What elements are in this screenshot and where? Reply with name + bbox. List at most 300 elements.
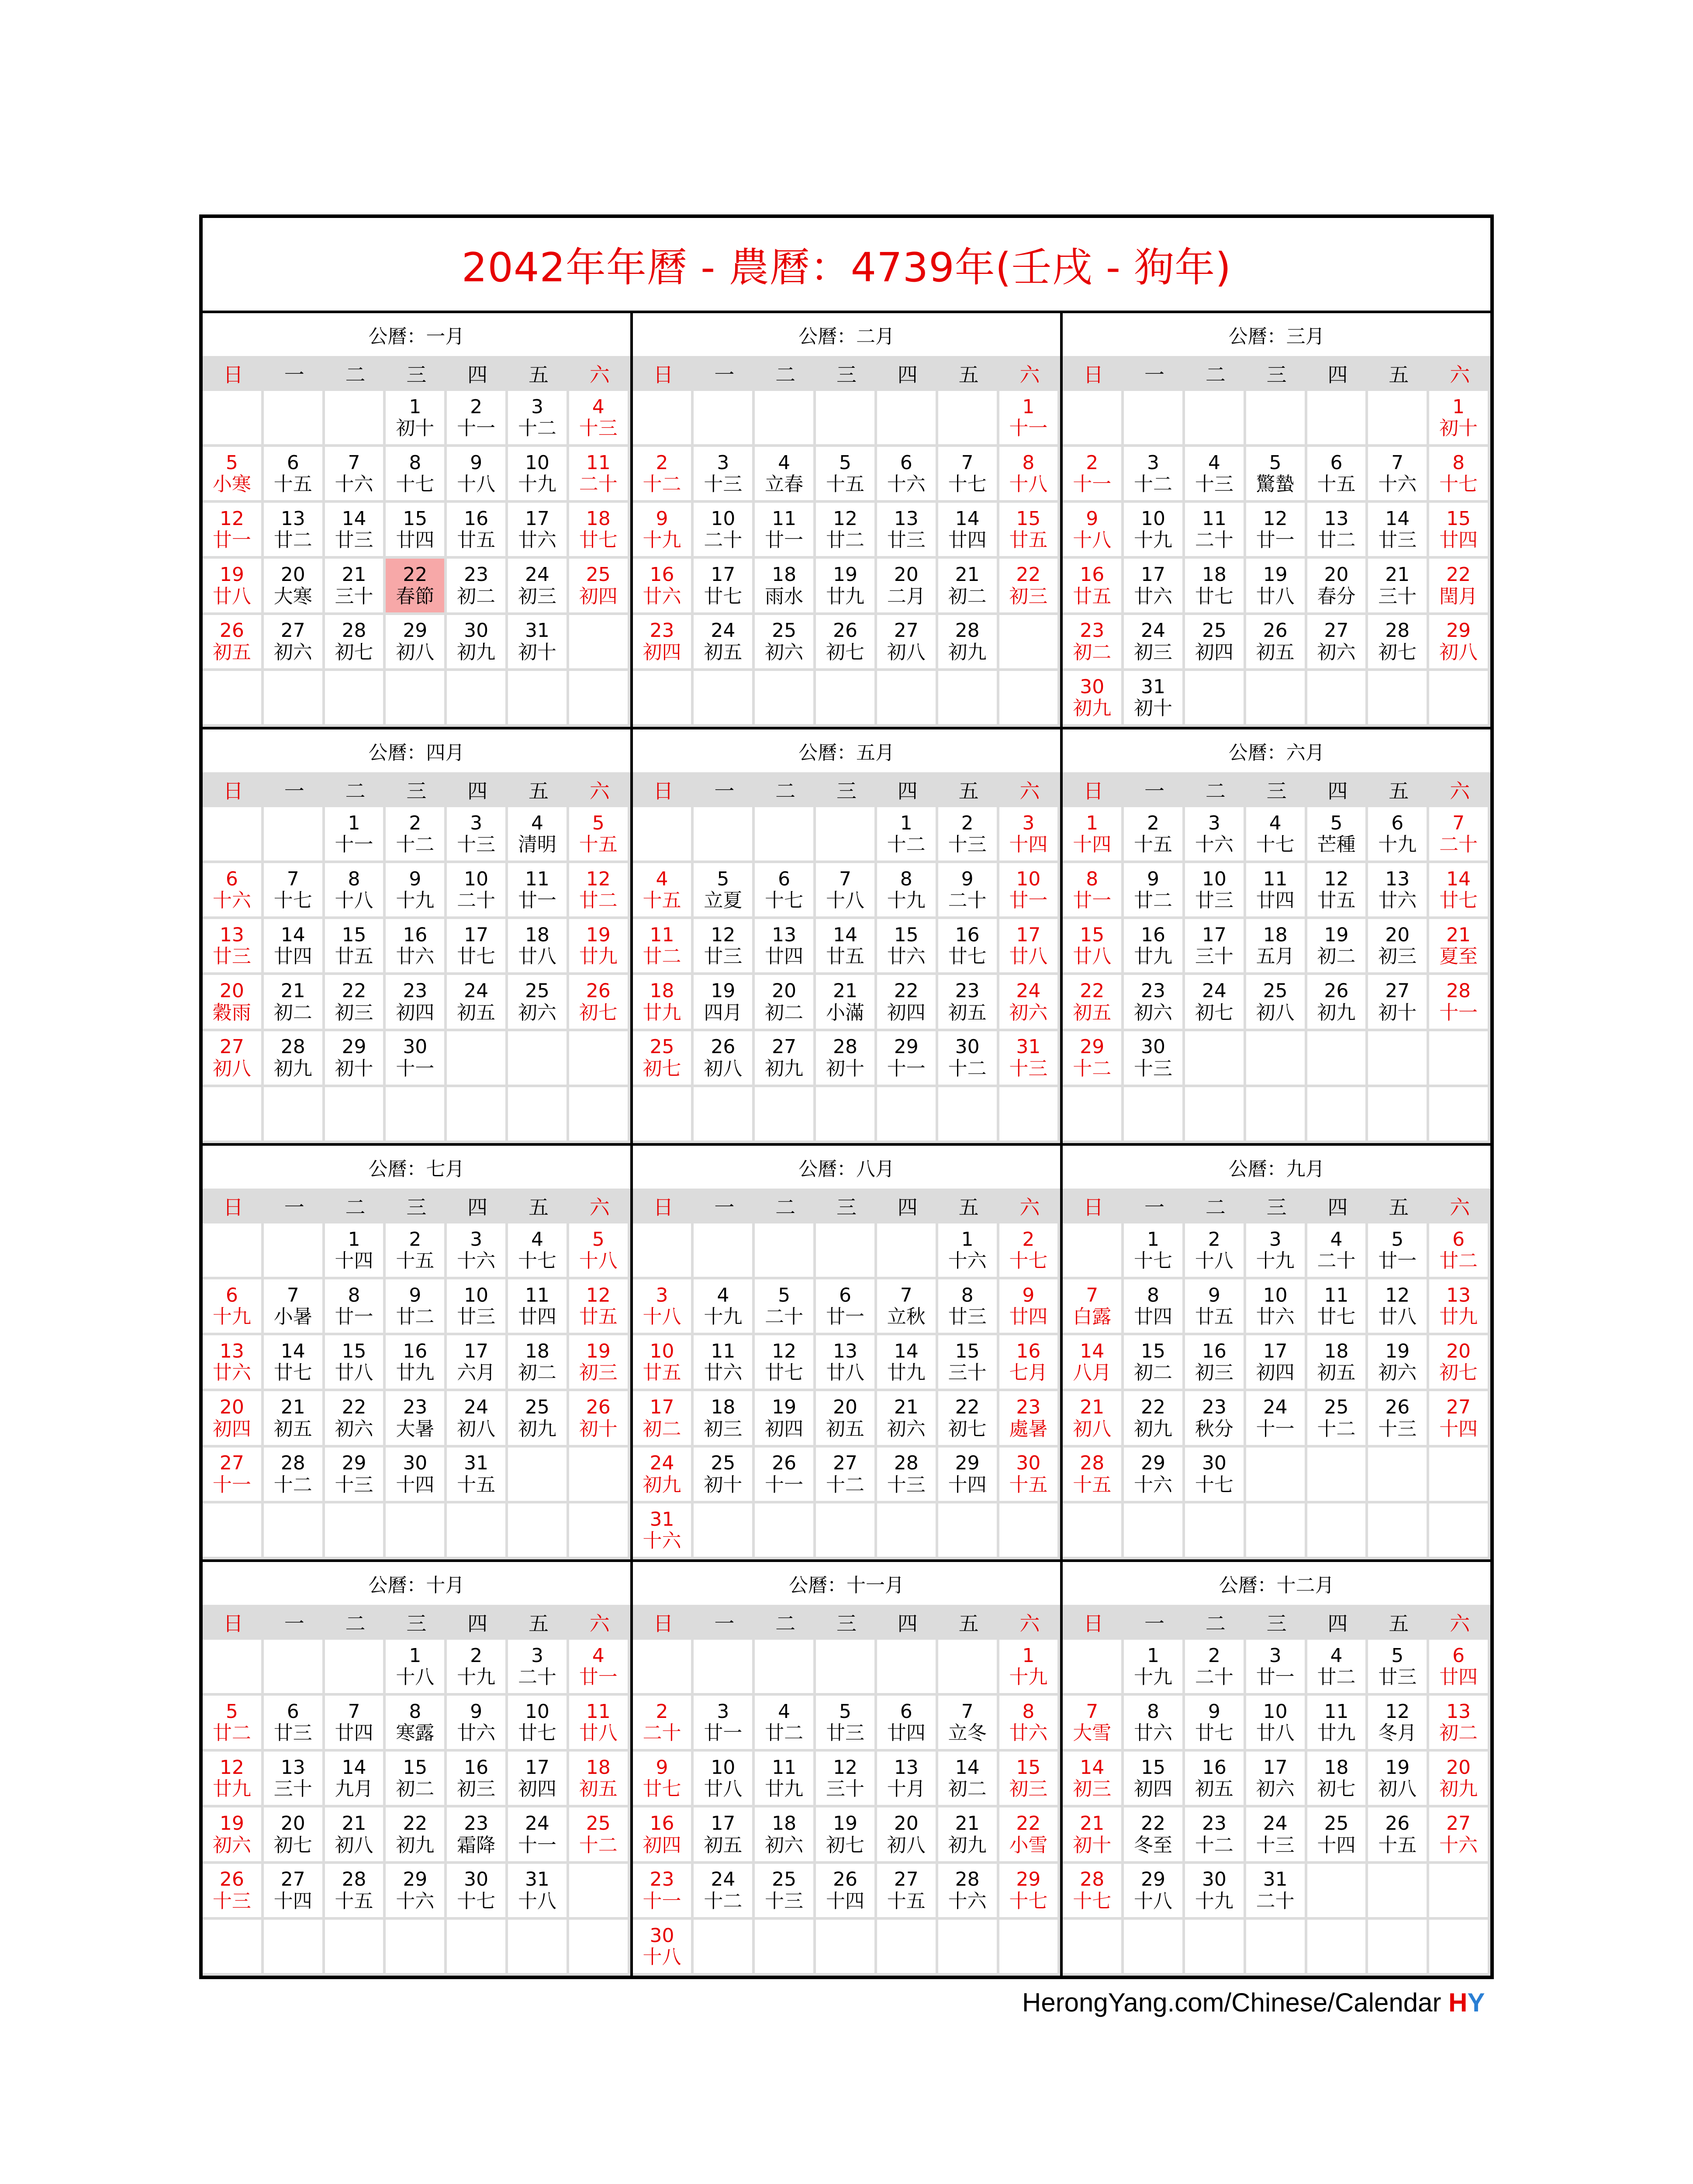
- lunar-day: 五月: [1256, 945, 1295, 968]
- day-number: 27: [833, 1452, 857, 1475]
- day-cell: [386, 447, 447, 503]
- days-grid: [633, 1223, 1061, 1559]
- day-cell: [816, 1696, 877, 1752]
- day-number: 17: [464, 924, 489, 947]
- lunar-day: 初七: [643, 1057, 681, 1080]
- day-cell: [816, 1391, 877, 1447]
- day-cell: [264, 1696, 325, 1752]
- day-number: 20: [1324, 563, 1349, 586]
- day-number: 21: [1080, 1812, 1105, 1835]
- weekday-label: 四: [447, 772, 508, 807]
- lunar-day: 十一: [887, 1057, 926, 1080]
- lunar-day: 十三: [1009, 1057, 1048, 1080]
- day-cell: [264, 559, 325, 615]
- lunar-day: 廿九: [1439, 1306, 1478, 1328]
- day-number: 10: [1263, 1700, 1288, 1723]
- day-cell: [1368, 975, 1429, 1031]
- lunar-day: 廿一: [1073, 889, 1112, 912]
- lunar-day: 立春: [765, 473, 804, 496]
- day-number: 29: [1141, 1868, 1166, 1891]
- day-number: 17: [711, 563, 736, 586]
- empty-cell: [816, 1503, 877, 1559]
- lunar-day: 初七: [579, 1001, 618, 1024]
- day-number: 30: [464, 619, 489, 642]
- empty-cell: [1429, 671, 1490, 727]
- day-cell: [999, 1279, 1061, 1335]
- empty-cell: [999, 671, 1061, 727]
- lunar-day: 十一: [1256, 1417, 1295, 1440]
- day-number: 11: [772, 1756, 797, 1779]
- day-number: 5: [778, 1284, 791, 1306]
- day-cell: [325, 863, 386, 919]
- weekday-label: 五: [1368, 1189, 1429, 1223]
- day-number: 28: [955, 619, 980, 642]
- day-number: 23: [955, 980, 980, 1002]
- day-number: 1: [1086, 812, 1099, 834]
- day-cell: [386, 1752, 447, 1807]
- day-number: 4: [1330, 1644, 1343, 1667]
- day-cell: [877, 615, 938, 671]
- weekday-label: 一: [694, 1605, 755, 1640]
- day-number: 29: [894, 1036, 919, 1058]
- weekday-label: 六: [1429, 1605, 1490, 1640]
- lunar-day: 初七: [1439, 1362, 1478, 1384]
- day-cell: [386, 1391, 447, 1447]
- day-number: 18: [772, 1812, 797, 1835]
- weekday-label: 二: [325, 1189, 386, 1223]
- day-cell: [1124, 671, 1185, 727]
- lunar-day: 十八: [826, 889, 864, 912]
- lunar-day: 初四: [518, 1778, 556, 1800]
- lunar-day: 廿九: [212, 1778, 251, 1800]
- lunar-day: 初四: [1134, 1778, 1173, 1800]
- day-cell: [447, 391, 508, 447]
- weekday-label: 五: [938, 356, 999, 391]
- lunar-day: 廿一: [765, 529, 804, 552]
- lunar-day: 初八: [335, 1834, 373, 1856]
- day-number: 8: [409, 1700, 422, 1723]
- day-number: 9: [1147, 867, 1160, 890]
- lunar-day: 初七: [1195, 1001, 1233, 1024]
- day-cell: [1124, 1335, 1185, 1391]
- day-cell: [999, 1640, 1061, 1696]
- weekday-label: 三: [1246, 1605, 1307, 1640]
- lunar-day: 廿一: [1256, 529, 1295, 552]
- day-number: 5: [592, 812, 605, 834]
- days-grid: [1063, 391, 1490, 727]
- day-cell: [1368, 1335, 1429, 1391]
- day-number: 17: [525, 1756, 549, 1779]
- day-cell: [203, 1031, 264, 1087]
- lunar-day: 十七: [457, 1890, 496, 1912]
- lunar-day: 初九: [396, 1834, 435, 1856]
- day-number: 1: [1452, 395, 1465, 418]
- day-number: 17: [464, 1340, 489, 1363]
- weekday-label: 六: [569, 1189, 630, 1223]
- day-cell: [755, 1864, 816, 1920]
- day-number: 27: [1385, 980, 1410, 1002]
- day-cell: [508, 1752, 569, 1807]
- lunar-day: 二十: [1439, 833, 1478, 856]
- weekday-label: 六: [569, 1605, 630, 1640]
- lunar-day: 十五: [826, 473, 864, 496]
- lunar-day: 十七: [273, 889, 312, 912]
- lunar-day: 廿六: [704, 1362, 743, 1384]
- days-grid: [1063, 1223, 1490, 1559]
- lunar-day: 初二: [765, 1001, 804, 1024]
- day-cell: [1124, 1391, 1185, 1447]
- day-cell: [1185, 1335, 1246, 1391]
- lunar-day: 十二: [396, 833, 435, 856]
- empty-cell: [1368, 1920, 1429, 1976]
- day-cell: [816, 559, 877, 615]
- day-cell: [938, 1391, 999, 1447]
- lunar-day: 廿六: [1009, 1722, 1048, 1745]
- weekday-label: 二: [325, 772, 386, 807]
- lunar-day: 十一: [335, 833, 373, 856]
- day-cell: [1307, 1279, 1368, 1335]
- lunar-day: 十三: [212, 1890, 251, 1912]
- day-number: 25: [711, 1452, 736, 1475]
- lunar-day: 十五: [1134, 833, 1173, 856]
- lunar-day: 廿一: [1256, 1666, 1295, 1689]
- day-cell: [569, 1335, 630, 1391]
- weekday-label: 五: [938, 772, 999, 807]
- weekday-label: 五: [1368, 356, 1429, 391]
- lunar-day: 初四: [579, 585, 618, 608]
- lunar-day: 初七: [826, 1834, 864, 1856]
- lunar-day: 十二: [1195, 1834, 1233, 1856]
- day-cell: [264, 1752, 325, 1807]
- day-number: 18: [772, 563, 797, 586]
- day-number: 19: [1324, 924, 1349, 947]
- day-number: 13: [772, 924, 797, 947]
- day-number: 25: [1202, 619, 1227, 642]
- months-grid: [203, 313, 1490, 1976]
- day-cell: [569, 807, 630, 863]
- day-cell: [1368, 1391, 1429, 1447]
- lunar-day: 廿七: [579, 529, 618, 552]
- day-cell: [877, 1279, 938, 1335]
- day-number: 23: [1016, 1396, 1041, 1419]
- lunar-day: 初二: [1439, 1722, 1478, 1745]
- day-number: 23: [403, 980, 428, 1002]
- day-number: 2: [470, 1644, 483, 1667]
- day-cell: [569, 1391, 630, 1447]
- days-grid: [203, 1223, 630, 1559]
- day-number: 24: [1016, 980, 1041, 1002]
- day-cell: [508, 807, 569, 863]
- day-cell: [1124, 1752, 1185, 1807]
- day-cell: [1124, 1279, 1185, 1335]
- days-grid: [203, 807, 630, 1143]
- weekday-row: [1063, 1605, 1490, 1640]
- day-cell: [816, 1864, 877, 1920]
- day-cell: [203, 1807, 264, 1863]
- day-cell: [1063, 863, 1124, 919]
- lunar-day: 十八: [457, 473, 496, 496]
- lunar-day: 驚蟄: [1256, 473, 1295, 496]
- day-cell: [508, 1807, 569, 1863]
- empty-cell: [325, 671, 386, 727]
- empty-cell: [1429, 1031, 1490, 1087]
- day-cell: [1124, 1031, 1185, 1087]
- lunar-day: 初六: [335, 1417, 373, 1440]
- month-header: 公曆：七月: [368, 1158, 465, 1180]
- empty-cell: [1307, 391, 1368, 447]
- empty-cell: [386, 671, 447, 727]
- day-cell: [694, 1696, 755, 1752]
- lunar-day: 十六: [457, 1250, 496, 1272]
- day-number: 9: [1086, 508, 1099, 530]
- day-cell: [1307, 975, 1368, 1031]
- lunar-day: 廿三: [887, 529, 926, 552]
- day-number: 13: [219, 1340, 244, 1363]
- day-number: 20: [1385, 924, 1410, 947]
- day-cell: [938, 615, 999, 671]
- lunar-day: 廿六: [212, 1362, 251, 1384]
- lunar-day: 廿一: [579, 1666, 618, 1689]
- lunar-day: 廿九: [887, 1362, 926, 1384]
- lunar-day: 廿七: [457, 945, 496, 968]
- day-cell: [569, 391, 630, 447]
- day-cell: [877, 1696, 938, 1752]
- empty-cell: [694, 1087, 755, 1143]
- weekday-label: 日: [633, 356, 694, 391]
- lunar-day: 十三: [1195, 473, 1233, 496]
- day-cell: [508, 1279, 569, 1335]
- lunar-day: 十三: [1256, 1834, 1295, 1856]
- day-number: 2: [656, 1700, 668, 1723]
- weekday-label: 二: [1185, 772, 1246, 807]
- day-cell: [447, 1335, 508, 1391]
- weekday-label: 日: [203, 1189, 264, 1223]
- day-number: 28: [1080, 1452, 1105, 1475]
- lunar-day: 初六: [212, 1834, 251, 1856]
- month-header: 公曆：三月: [1228, 325, 1325, 348]
- day-cell: [1368, 503, 1429, 559]
- day-cell: [877, 1031, 938, 1087]
- day-cell: [816, 919, 877, 975]
- empty-cell: [877, 1223, 938, 1279]
- weekday-label: 日: [203, 1605, 264, 1640]
- day-cell: [203, 1752, 264, 1807]
- day-cell: [508, 391, 569, 447]
- day-number: 23: [464, 1812, 489, 1835]
- day-cell: [755, 1807, 816, 1863]
- day-cell: [508, 919, 569, 975]
- day-number: 1: [961, 1228, 974, 1251]
- lunar-day: 廿八: [1378, 1306, 1417, 1328]
- lunar-day: 二十: [1195, 1666, 1233, 1689]
- day-number: 9: [656, 1756, 668, 1779]
- day-number: 4: [1208, 451, 1220, 474]
- lunar-day: 六月: [457, 1362, 496, 1384]
- lunar-day: 十九: [1195, 1890, 1233, 1912]
- day-cell: [1307, 919, 1368, 975]
- lunar-day: 十九: [643, 529, 681, 552]
- day-cell: [755, 1031, 816, 1087]
- weekday-label: 六: [999, 1605, 1061, 1640]
- day-cell: [1124, 1807, 1185, 1863]
- empty-cell: [386, 1087, 447, 1143]
- day-number: 2: [1022, 1228, 1035, 1251]
- day-cell: [1246, 1391, 1307, 1447]
- weekday-label: 五: [1368, 1605, 1429, 1640]
- lunar-day: 初三: [1009, 585, 1048, 608]
- lunar-day: 初三: [579, 1362, 618, 1384]
- day-number: 30: [650, 1924, 674, 1947]
- day-cell: [877, 863, 938, 919]
- day-number: 16: [650, 563, 674, 586]
- day-cell: [264, 503, 325, 559]
- day-number: 6: [225, 1284, 238, 1306]
- lunar-day: 十二: [643, 473, 681, 496]
- lunar-day: 十三: [1134, 1057, 1173, 1080]
- day-cell: [877, 919, 938, 975]
- weekday-label: 三: [816, 356, 877, 391]
- day-number: 21: [955, 563, 980, 586]
- day-number: 9: [961, 867, 974, 890]
- day-number: 8: [1147, 1284, 1160, 1306]
- lunar-day: 初六: [518, 1001, 556, 1024]
- day-cell: [1429, 1335, 1490, 1391]
- lunar-day: 初三: [704, 1417, 743, 1440]
- empty-cell: [755, 671, 816, 727]
- day-number: 14: [1080, 1340, 1105, 1363]
- weekday-label: 六: [569, 772, 630, 807]
- lunar-day: 二十: [765, 1306, 804, 1328]
- day-number: 27: [894, 619, 919, 642]
- empty-cell: [1246, 391, 1307, 447]
- day-number: 19: [833, 563, 857, 586]
- day-cell: [1185, 975, 1246, 1031]
- day-cell: [264, 1031, 325, 1087]
- lunar-day: 二十: [457, 889, 496, 912]
- day-number: 6: [1452, 1644, 1465, 1667]
- weekday-label: 五: [508, 1605, 569, 1640]
- empty-cell: [203, 391, 264, 447]
- site-footer[interactable]: [1022, 1987, 1485, 2018]
- lunar-day: 廿八: [704, 1778, 743, 1800]
- lunar-day: 廿四: [948, 529, 987, 552]
- lunar-day: 十八: [1195, 1250, 1233, 1272]
- lunar-day: 十一: [1073, 473, 1112, 496]
- day-number: 3: [470, 1228, 483, 1251]
- empty-cell: [1368, 1031, 1429, 1087]
- month-panel: [633, 729, 1061, 1143]
- day-number: 13: [219, 924, 244, 947]
- empty-cell: [1368, 1087, 1429, 1143]
- empty-cell: [816, 807, 877, 863]
- lunar-day: 初十: [579, 1417, 618, 1440]
- day-number: 18: [650, 980, 674, 1002]
- weekday-label: 三: [816, 772, 877, 807]
- day-cell: [877, 807, 938, 863]
- day-number: 4: [592, 1644, 605, 1667]
- day-number: 27: [280, 619, 305, 642]
- weekday-row: [633, 1605, 1061, 1640]
- day-cell: [1185, 1448, 1246, 1503]
- empty-cell: [569, 1448, 630, 1503]
- day-cell: [508, 615, 569, 671]
- day-cell: [325, 1864, 386, 1920]
- day-cell: [938, 1752, 999, 1807]
- lunar-day: 初二: [273, 1001, 312, 1024]
- day-number: 21: [280, 980, 305, 1002]
- empty-cell: [816, 1223, 877, 1279]
- day-number: 21: [1446, 924, 1471, 947]
- footer-url[interactable]: HerongYang.com/Chinese/Calendar: [1022, 1988, 1441, 2017]
- day-cell: [999, 1864, 1061, 1920]
- day-cell: [1429, 863, 1490, 919]
- month-panel: [1063, 729, 1490, 1143]
- day-number: 21: [280, 1396, 305, 1419]
- day-cell: [569, 1279, 630, 1335]
- day-cell: [1185, 1807, 1246, 1863]
- day-number: 15: [342, 1340, 366, 1363]
- day-number: 7: [900, 1284, 912, 1306]
- lunar-day: 廿七: [1195, 585, 1233, 608]
- day-cell: [1368, 807, 1429, 863]
- day-number: 5: [225, 1700, 238, 1723]
- day-cell: [386, 1279, 447, 1335]
- lunar-day: 廿六: [396, 945, 435, 968]
- day-number: 11: [1324, 1284, 1349, 1306]
- lunar-day: 廿三: [335, 529, 373, 552]
- day-cell: [816, 1031, 877, 1087]
- empty-cell: [999, 615, 1061, 671]
- empty-cell: [1063, 1640, 1124, 1696]
- day-cell: [1368, 1696, 1429, 1752]
- day-cell: [755, 1752, 816, 1807]
- day-number: 19: [772, 1396, 797, 1419]
- day-cell: [1063, 1031, 1124, 1087]
- lunar-day: 廿五: [335, 945, 373, 968]
- day-number: 16: [1016, 1340, 1041, 1363]
- weekday-label: 二: [755, 772, 816, 807]
- day-number: 2: [961, 812, 974, 834]
- day-number: 3: [1208, 812, 1220, 834]
- day-number: 24: [711, 1868, 736, 1891]
- days-grid: [1063, 807, 1490, 1143]
- day-number: 12: [1263, 508, 1288, 530]
- weekday-label: 五: [508, 1189, 569, 1223]
- day-number: 30: [1016, 1452, 1041, 1475]
- day-number: 18: [1263, 924, 1288, 947]
- day-cell: [1124, 863, 1185, 919]
- weekday-label: 一: [1124, 1605, 1185, 1640]
- day-number: 14: [280, 924, 305, 947]
- day-number: 13: [833, 1340, 857, 1363]
- day-cell: [877, 1335, 938, 1391]
- weekday-label: 二: [1185, 356, 1246, 391]
- day-number: 21: [1385, 563, 1410, 586]
- lunar-day: 廿一: [1009, 889, 1048, 912]
- lunar-day: 初三: [1378, 945, 1417, 968]
- day-cell: [694, 1448, 755, 1503]
- day-cell: [633, 1696, 694, 1752]
- day-cell: [999, 503, 1061, 559]
- empty-cell: [447, 1087, 508, 1143]
- days-grid: [633, 1640, 1061, 1976]
- empty-cell: [447, 1920, 508, 1976]
- lunar-day: 三十: [1378, 585, 1417, 608]
- lunar-day: 十月: [887, 1778, 926, 1800]
- lunar-day: 十九: [1134, 1666, 1173, 1689]
- weekday-label: 日: [633, 1605, 694, 1640]
- empty-cell: [999, 1087, 1061, 1143]
